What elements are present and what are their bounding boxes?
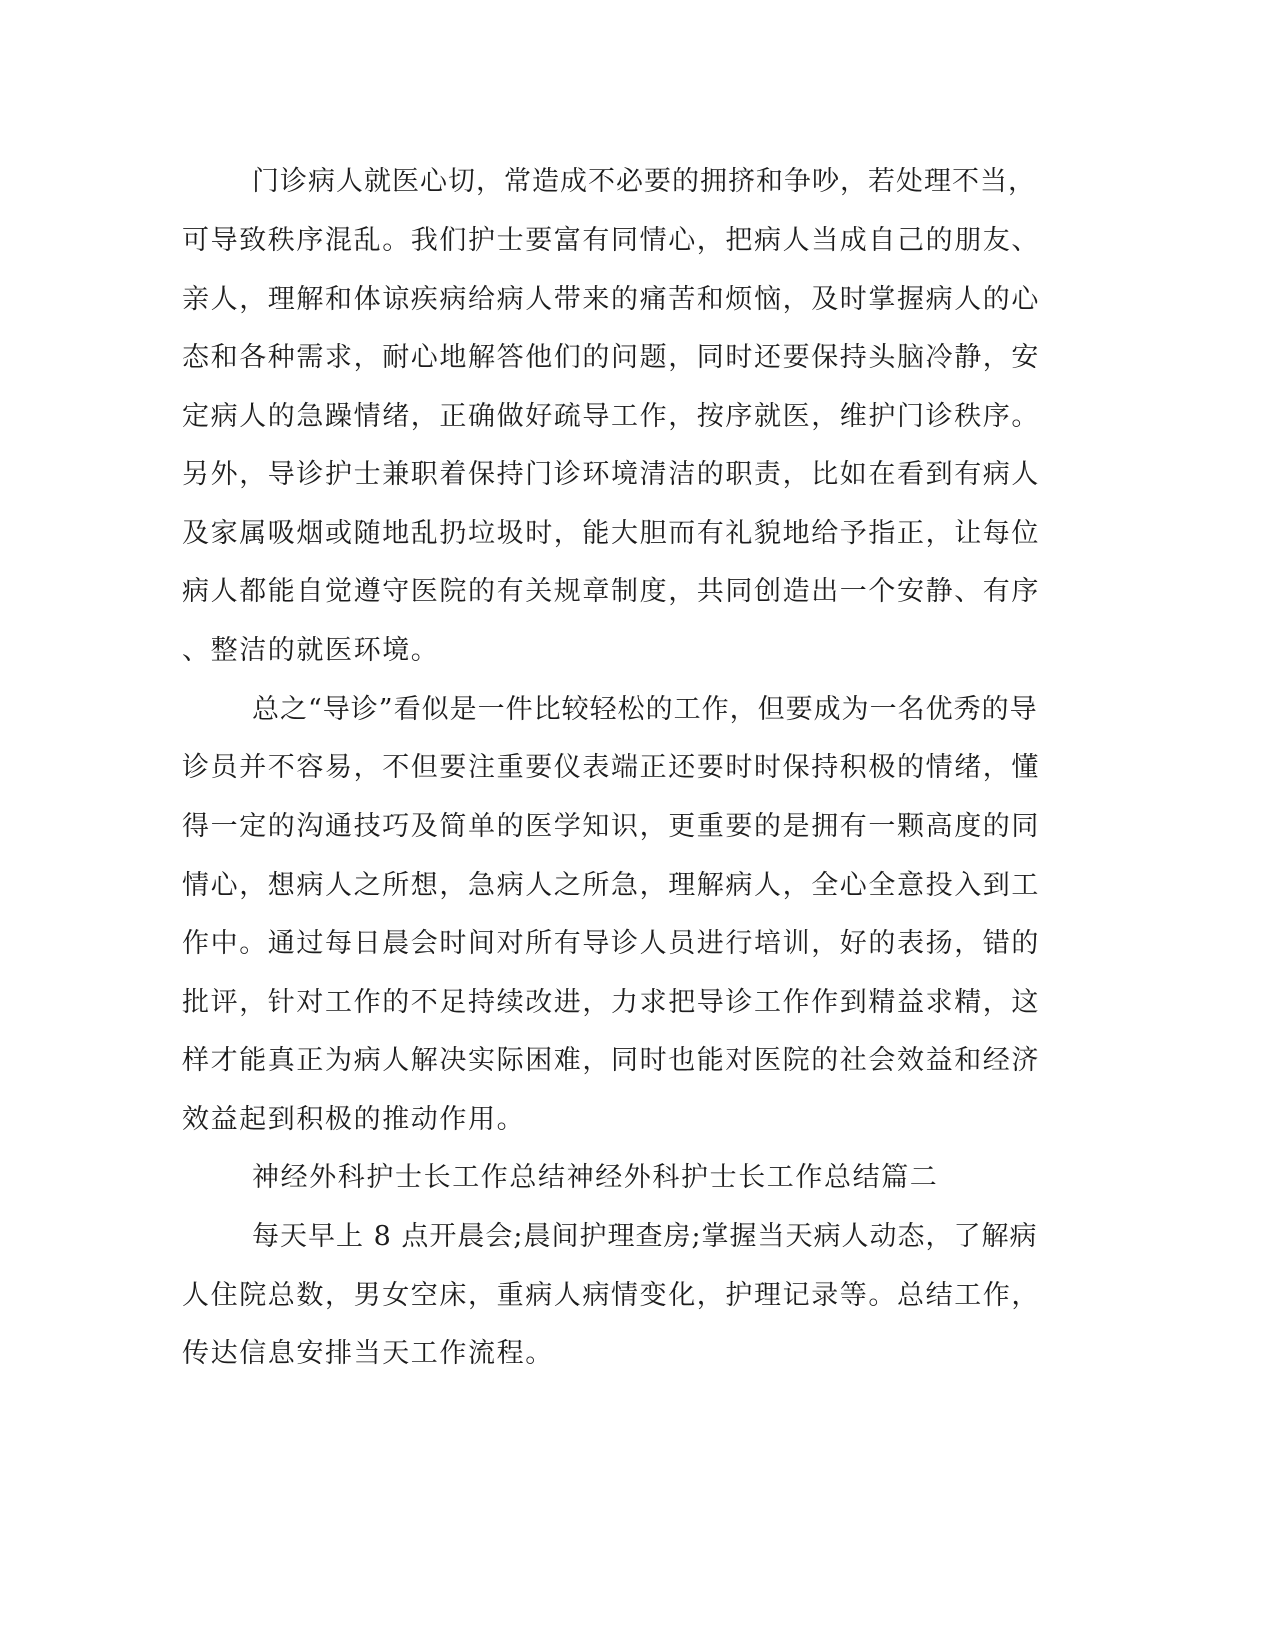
paragraph-3-line-2: 人住院总数，男女空床，重病人病情变化，护理记录等。总结工作，: [182, 1280, 1040, 1311]
paragraph-2-line-6: 批评，针对工作的不足持续改进，力求把导诊工作作到精益求精，这: [182, 987, 1040, 1018]
paragraph-1-line-9: 、整洁的就医环境。: [182, 635, 440, 666]
paragraph-1-line-6: 另外，导诊护士兼职着保持门诊环境清洁的职责，比如在看到有病人: [182, 459, 1040, 490]
paragraph-1-line-8: 病人都能自觉遵守医院的有关规章制度，共同创造出一个安静、有序: [182, 576, 1040, 607]
paragraph-1-line-1: 门诊病人就医心切，常造成不必要的拥挤和争吵，若处理不当，: [252, 166, 1036, 197]
paragraph-2-line-7: 样才能真正为病人解决实际困难，同时也能对医院的社会效益和经济: [182, 1045, 1040, 1076]
paragraph-3-line-1: 每天早上 8 点开晨会;晨间护理查房;掌握当天病人动态，了解病: [252, 1221, 1038, 1252]
paragraph-1-line-2: 可导致秩序混乱。我们护士要富有同情心，把病人当成自己的朋友、: [182, 225, 1040, 256]
paragraph-2-line-4: 情心，想病人之所想，急病人之所急，理解病人，全心全意投入到工: [182, 870, 1040, 901]
paragraph-1-line-5: 定病人的急躁情绪，正确做好疏导工作，按序就医，维护门诊秩序。: [182, 401, 1040, 432]
paragraph-2-line-2: 诊员并不容易，不但要注重要仪表端正还要时时保持积极的情绪，懂: [182, 752, 1040, 783]
section-heading: 神经外科护士长工作总结神经外科护士长工作总结篇二: [252, 1162, 939, 1193]
paragraph-1-line-4: 态和各种需求，耐心地解答他们的问题，同时还要保持头脑冷静，安: [182, 342, 1040, 373]
paragraph-2-line-5: 作中。通过每日晨会时间对所有导诊人员进行培训，好的表扬，错的: [182, 928, 1040, 959]
paragraph-3-line-3: 传达信息安排当天工作流程。: [182, 1338, 554, 1369]
paragraph-1-line-3: 亲人，理解和体谅疾病给病人带来的痛苦和烦恼，及时掌握病人的心: [182, 284, 1040, 315]
paragraph-2-line-3: 得一定的沟通技巧及简单的医学知识，更重要的是拥有一颗高度的同: [182, 811, 1040, 842]
paragraph-1-line-7: 及家属吸烟或随地乱扔垃圾时，能大胆而有礼貌地给予指正，让每位: [182, 518, 1040, 549]
paragraph-2-line-8: 效益起到积极的推动作用。: [182, 1104, 526, 1135]
paragraph-2-line-1: 总之“导诊”看似是一件比较轻松的工作，但要成为一名优秀的导: [252, 694, 1038, 725]
